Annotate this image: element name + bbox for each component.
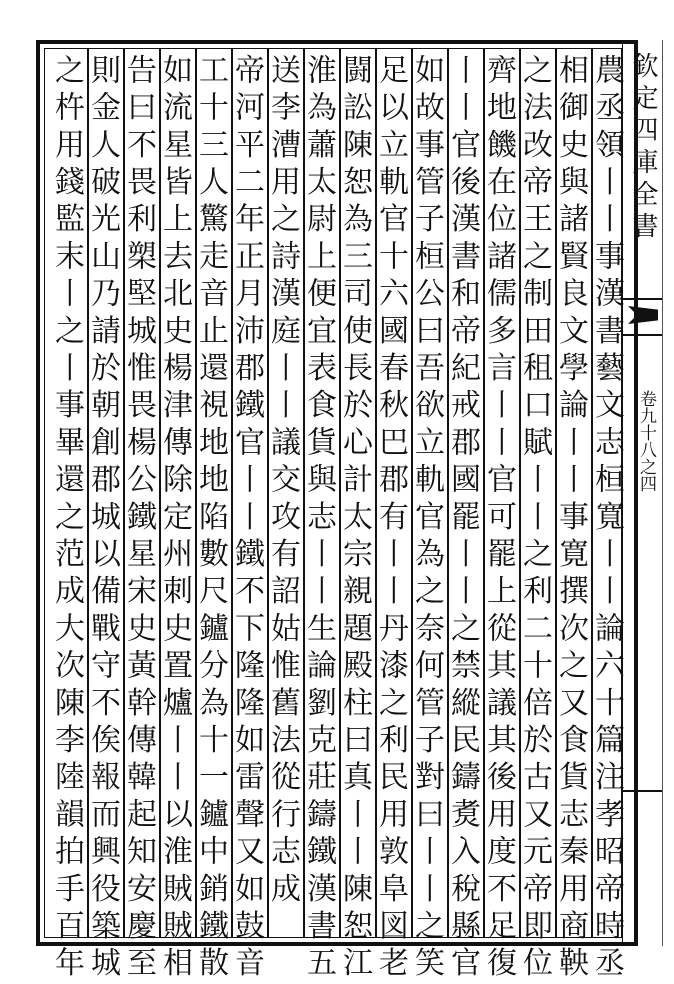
text-column-4: 齊地饑在位諸儒多言丨丨官可罷上從其議其後用度不足復: [481, 54, 516, 984]
text-column-3: 之法改帝王之制田租口賦丨丨之利二十倍於古又元帝即位: [517, 54, 552, 984]
volume-label: 卷九十八之四: [636, 390, 656, 492]
text-column-2: 相御史與諸賢良文學論丨丨事寛撰次之又食貨志秦用商鞅: [553, 54, 588, 984]
text-column-5: 丨丨官後漢書和帝紀戒郡國罷丨丨之禁縱民鑄煑入稅縣官: [445, 54, 480, 984]
text-column-16: 之杵用錢監末丨之丨事畢還之范成大次陳李陸韻拍手百年: [49, 54, 84, 984]
text-column-7: 足以立軌官十六國春秋巴郡有丨丨丹漆之利民用敦阜図老: [373, 54, 408, 984]
book-title: 欽定四庫全書: [628, 52, 658, 244]
text-column-6: 如故事管子桓公曰吾欲立軌官為之奈何管子對曰丨丨之笑: [409, 54, 444, 984]
page-edge: [662, 40, 671, 946]
text-column-14: 告曰不畏利槊堅城惟畏楊公鐵星宋史黃幹傳韓起知安慶至: [121, 54, 156, 984]
margin-rule: [622, 790, 662, 792]
text-column-12: 工十三人驚走音止還視地地陷數尺鑪分為十一鑪中銷鐵散: [193, 54, 228, 984]
text-column-8: 闘訟陳恕為三司使長於心計太宗親題殿柱曰真丨丨陳恕江: [337, 54, 372, 984]
text-column-1: 農丞領丨丨事漢書藝文志桓寬丨丨論六十篇注孝昭帝時丞: [589, 54, 624, 984]
text-column-9: 淮為蕭太尉上便宜表食貨與志丨丨生論劉克莊鑄鐵漢書五: [301, 54, 336, 984]
text-column-15: 則金人破光山乃請於朝創郡城以備戰守不俟報而興役築城: [85, 54, 120, 984]
text-column-10: 送李漕用之詩漢庭丨丨議交攻有詔姑惟舊法從行志成: [265, 54, 300, 910]
text-column-11: 帝河平二年正月沛郡鐵官丨丨鐵不下隆隆如雷聲又如鼓音: [229, 54, 264, 984]
text-column-13: 如流星皆上去北史楊津傳除定州刺史置爐丨丨以淮賊賊相: [157, 54, 192, 984]
